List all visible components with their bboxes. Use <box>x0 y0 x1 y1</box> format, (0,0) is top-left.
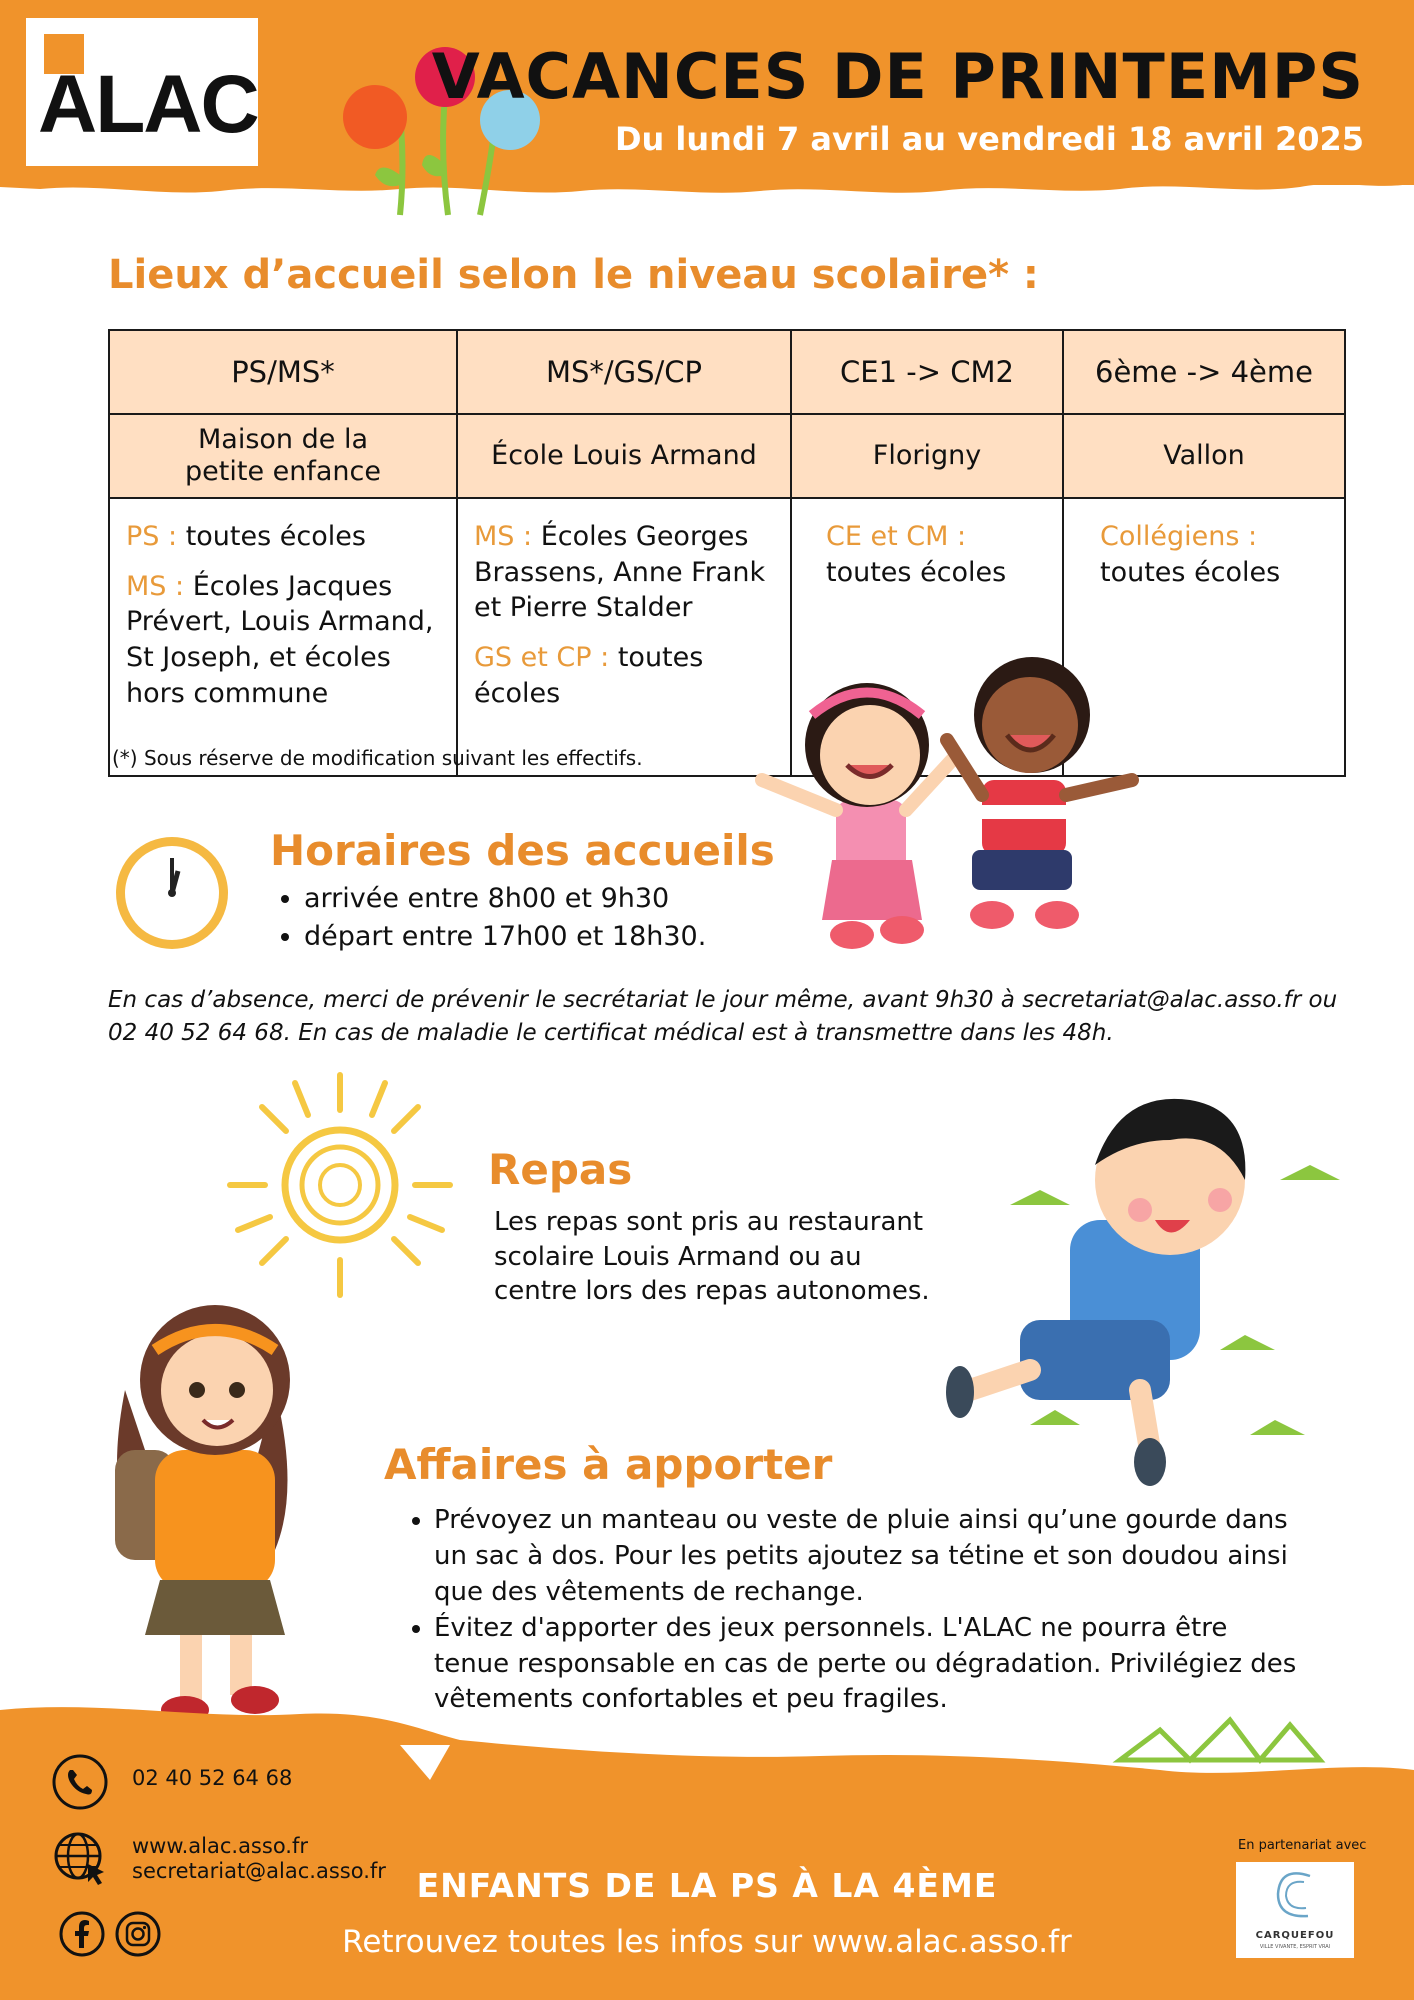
table-footnote: (*) Sous réserve de modification suivant les effectifs. <box>112 746 643 770</box>
detail-label: MS : <box>474 521 533 552</box>
partner-tagline: VILLE VIVANTE, ESPRIT VRAI <box>1259 1944 1331 1950</box>
detail-paragraph <box>474 519 774 626</box>
detail-paragraph <box>126 569 440 712</box>
phone-icon <box>52 1754 108 1810</box>
place-line: Maison de la <box>197 423 368 455</box>
place-line: petite enfance <box>185 456 381 487</box>
detail-label: PS : <box>126 521 178 552</box>
table-row-levels <box>109 330 1345 414</box>
level-cell: PS/MS* <box>109 330 457 414</box>
clock-icon <box>112 833 232 953</box>
detail-label: MS : <box>126 570 185 602</box>
girl-backpack-illustration <box>85 1290 345 1740</box>
affaires-title: Affaires à apporter <box>384 1440 833 1489</box>
detail-cell <box>457 498 791 776</box>
horaires-list <box>270 880 706 956</box>
list-item: • Prévoyez un manteau ou veste de pluie ainsi qu’une gourde dans un sac à dos. Pour les petits ajoutez sa tétine et son doudou ainsi que des vêtements de rechange. <box>434 1503 1304 1611</box>
place-cell: École Louis Armand <box>457 414 791 498</box>
detail-paragraph <box>474 640 774 711</box>
place-cell: Florigny <box>791 414 1063 498</box>
footer-subtitle: Retrouvez toutes les infos sur www.alac.asso.fr <box>342 1924 1072 1960</box>
place-cell <box>109 414 457 498</box>
lieux-title: Lieux d’accueil selon le niveau scolaire* : <box>108 252 1039 298</box>
logo-text: ALAC <box>38 59 258 150</box>
carquefou-logo-mark <box>1270 1866 1320 1924</box>
header-brush-edge <box>0 165 1414 205</box>
main-title: VACANCES DE PRINTEMPS <box>431 40 1364 113</box>
detail-label: Collégiens : <box>1100 521 1258 552</box>
detail-paragraph <box>126 519 440 555</box>
place-cell: Vallon <box>1063 414 1345 498</box>
lieux-table <box>108 329 1346 777</box>
list-item: • arrivée entre 8h00 et 9h30 <box>304 880 706 918</box>
table-row-places <box>109 414 1345 498</box>
detail-label: GS et CP : <box>474 641 610 673</box>
lying-boy-illustration <box>940 1070 1350 1490</box>
table-row-details <box>109 498 1345 776</box>
repas-title: Repas <box>488 1145 633 1194</box>
detail-text: Écoles Georges Brassens, Anne Frank et Pierre Stalder <box>474 521 766 624</box>
level-cell: CE1 -> CM2 <box>791 330 1063 414</box>
absence-notice: En cas d’absence, merci de prévenir le secrétariat le jour même, avant 9h30 à secretariat@alac.asso.fr ou 02 40 52 64 68. En cas de maladie le certificat médical est à transmettre dans les 48h. <box>108 987 1338 1047</box>
detail-text: Écoles Jacques Prévert, Louis Armand, St Joseph, et écoles hors commune <box>126 570 434 709</box>
partner-name: CARQUEFOU <box>1255 1930 1335 1941</box>
level-cell: 6ème -> 4ème <box>1063 330 1345 414</box>
jumping-kids-illustration <box>752 630 1148 960</box>
detail-text: toutes écoles <box>826 556 1007 588</box>
detail-text: toutes écoles <box>177 521 366 552</box>
detail-label: CE et CM : <box>826 521 967 552</box>
affaires-list <box>400 1503 1304 1718</box>
partner-label: En partenariat avec <box>1238 1838 1367 1853</box>
sun-illustration <box>220 1065 460 1305</box>
repas-text: Les repas sont pris au restaurant scolaire Louis Armand ou au centre lors des repas autonomes. <box>494 1207 930 1307</box>
dates-subtitle: Du lundi 7 avril au vendredi 18 avril 2025 <box>614 120 1364 158</box>
detail-text: toutes écoles <box>1100 556 1281 588</box>
list-item: • départ entre 17h00 et 18h30. <box>304 918 706 956</box>
list-item: • Évitez d'apporter des jeux personnels. L'ALAC ne pourra être tenue responsable en cas de perte ou dégradation. Privilégiez des vêtements confortables et peu fragiles. <box>434 1611 1304 1719</box>
footer-title: ENFANTS DE LA PS À LA 4ÈME <box>416 1866 998 1905</box>
footer-phone: 02 40 52 64 68 <box>132 1766 293 1790</box>
footer-website-link[interactable]: www.alac.asso.fr <box>132 1834 308 1858</box>
level-cell: MS*/GS/CP <box>457 330 791 414</box>
detail-text: toutes écoles <box>474 641 704 709</box>
footer-email-link[interactable]: secretariat@alac.asso.fr <box>132 1859 386 1884</box>
horaires-title: Horaires des accueils <box>270 826 775 875</box>
detail-cell <box>109 498 457 776</box>
